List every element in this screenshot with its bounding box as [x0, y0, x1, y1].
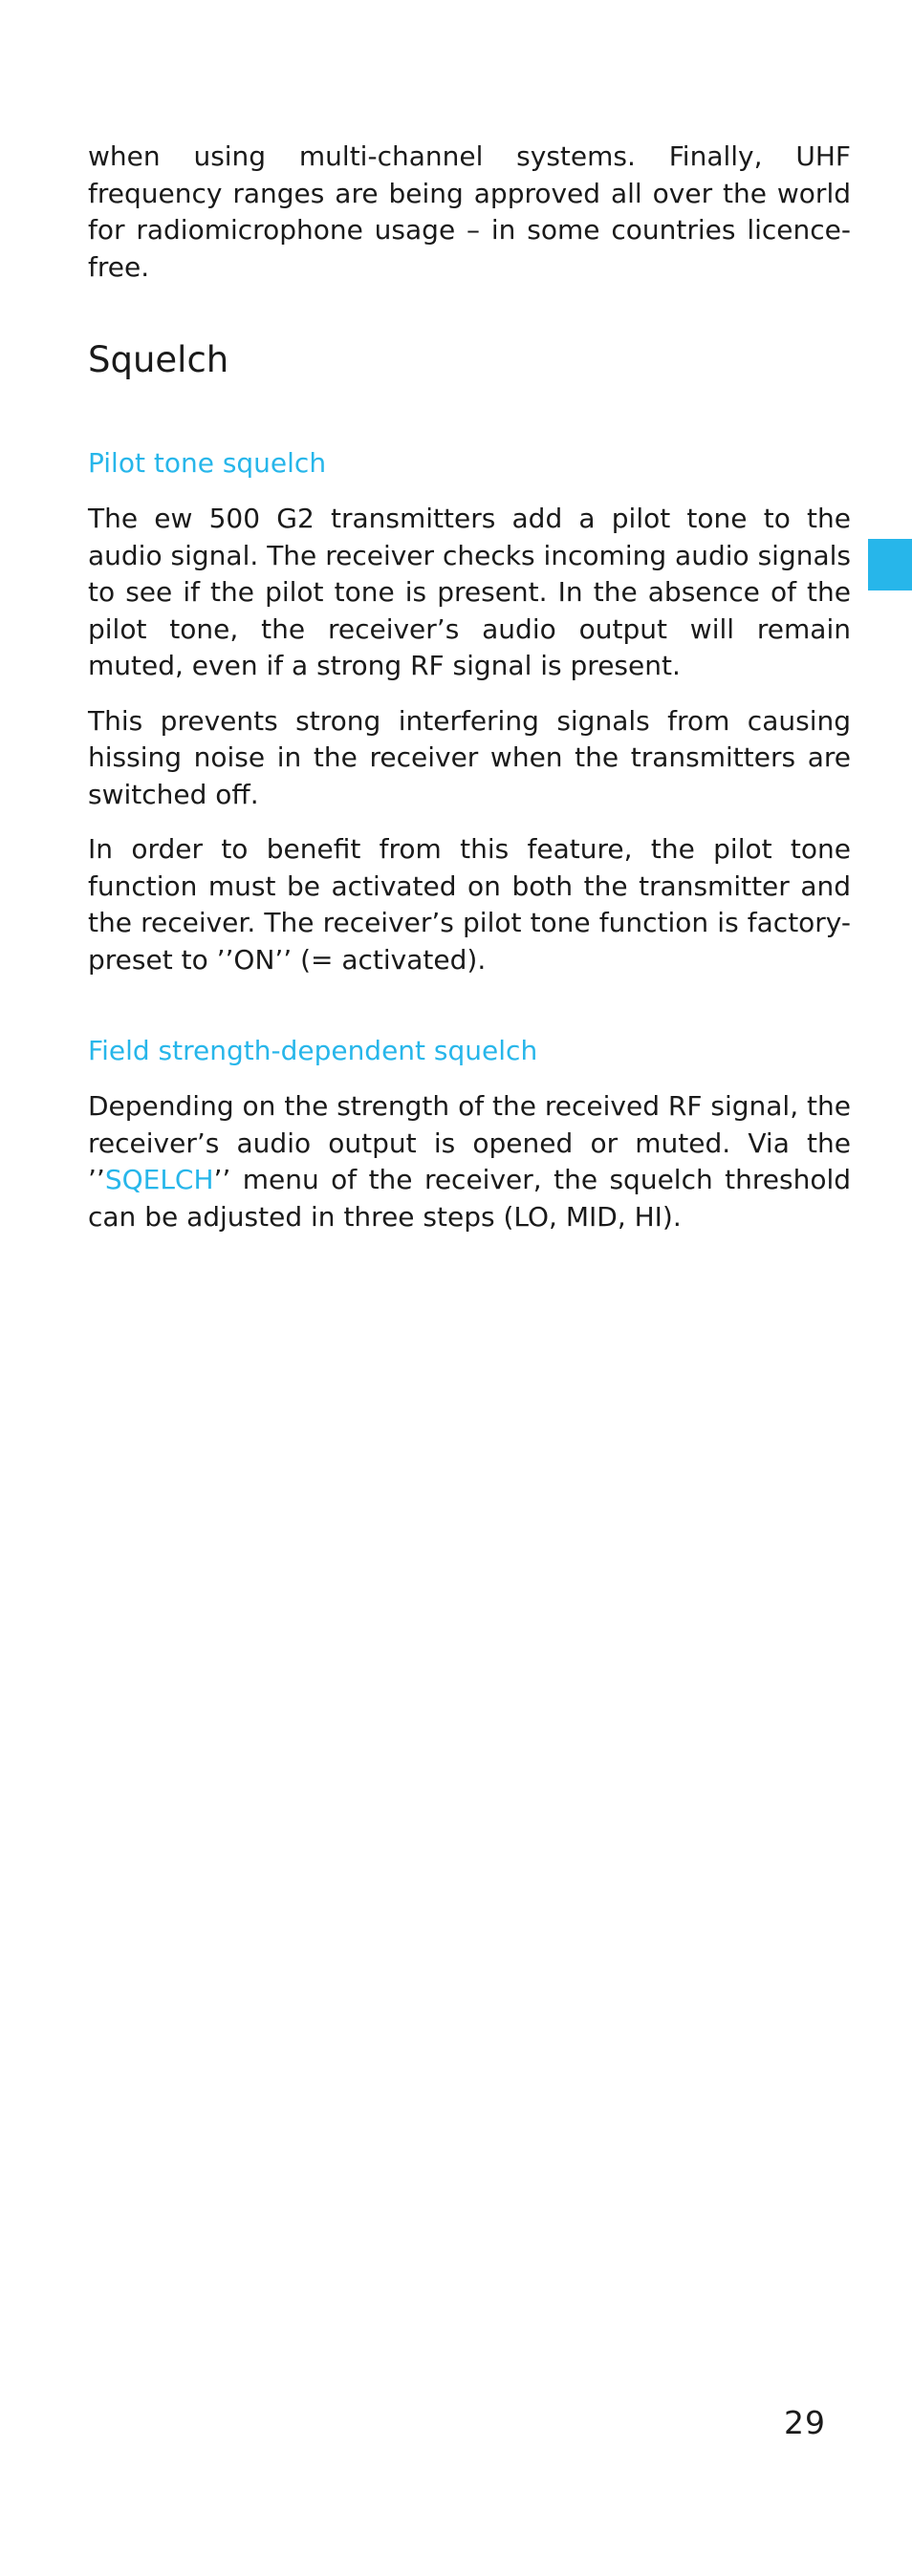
pilot-tone-paragraph-1: The ew 500 G2 transmitters add a pilot tone to the audio signal. The receiver checks incoming audio signals to see if the pilot tone is present. In the absence of the pilot tone, the receiver’s audio output will remain muted, even if a strong RF signal is present.: [88, 503, 851, 681]
field-strength-text-after: ’’ menu of the receiver, the squelch threshold can be adjusted in three steps (LO, MID, HI).: [88, 1164, 851, 1233]
field-strength-heading: Field strength-dependent squelch: [88, 1035, 538, 1066]
sqelch-menu-term: SQELCH: [104, 1164, 214, 1195]
field-strength-paragraph: [88, 1088, 851, 1235]
field-strength-section: [88, 1088, 851, 1235]
section-heading: Squelch: [88, 339, 229, 380]
pilot-tone-paragraph-3: In order to benefit from this feature, the pilot tone function must be activated on both the transmitter and the receiver. The receiver’s pilot tone function is factory-preset to ’’ON’’ (= activated).: [88, 833, 851, 976]
page-number: 29: [784, 2404, 826, 2441]
pilot-tone-section: [88, 501, 851, 978]
field-strength-text-before: Depending on the strength of the received RF signal, the receiver’s audio output is opened or muted. Via the ’’: [88, 1090, 851, 1195]
pilot-tone-heading: Pilot tone squelch: [88, 447, 327, 479]
pilot-tone-paragraph-2: This prevents strong interfering signals from causing hissing noise in the receiver when the transmitters are switched off.: [88, 704, 851, 810]
intro-paragraph: when using multi-channel systems. Finally, UHF frequency ranges are being approved all over the world for radiomicrophone usage – in some countries licence-free.: [88, 140, 851, 283]
chapter-thumb-tab: [868, 539, 912, 590]
